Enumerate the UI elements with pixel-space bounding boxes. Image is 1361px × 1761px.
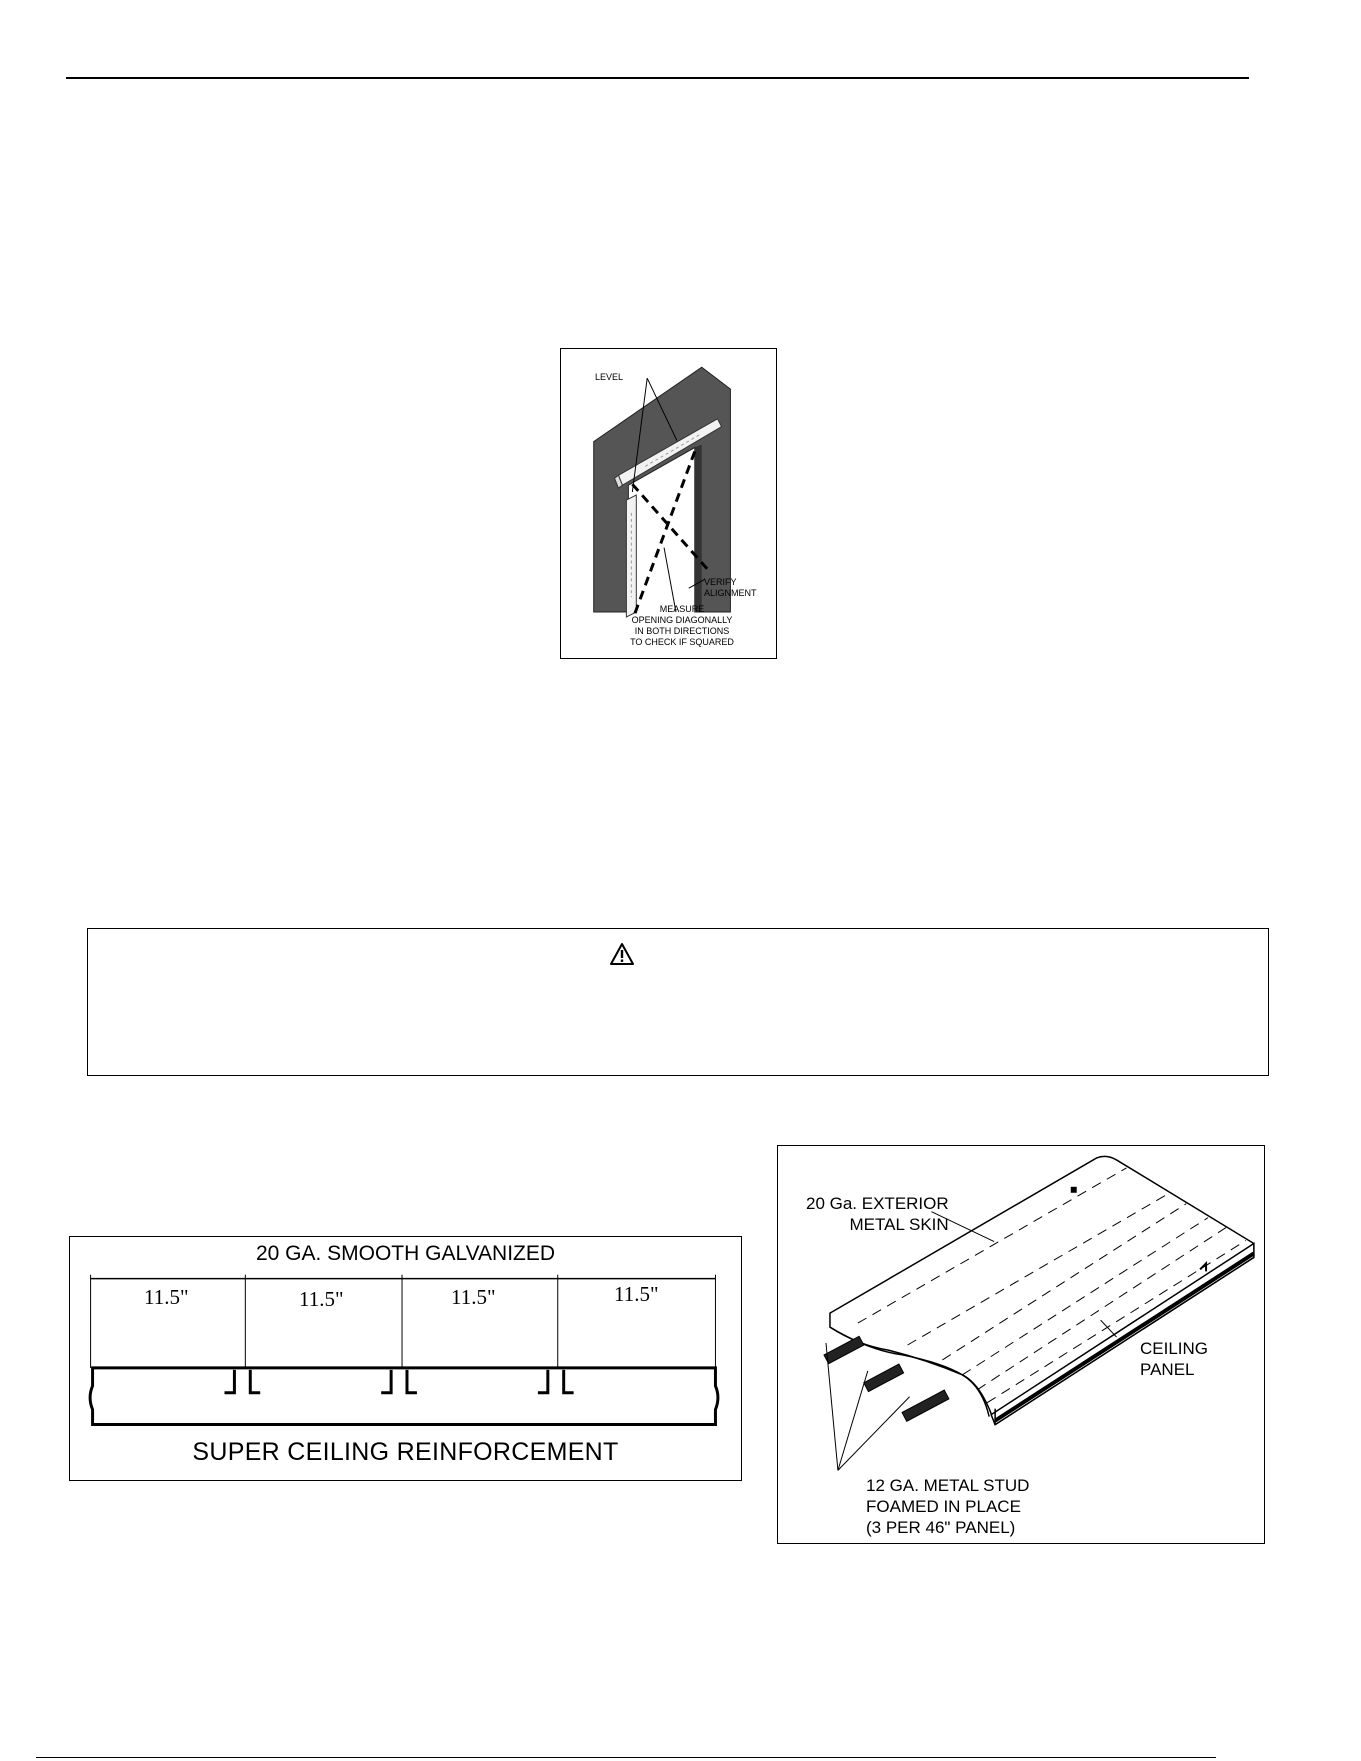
measure-opening-label: MEASURE OPENING DIAGONALLY IN BOTH DIRECTIONS TO CHECK IF SQUARED — [630, 604, 734, 647]
verify-alignment-label: VERIFY ALIGNMENT — [704, 577, 757, 598]
dimension-label: 11.5" — [299, 1287, 344, 1311]
dimension-label: 11.5" — [451, 1285, 496, 1309]
metal-stud-label: 12 GA. METAL STUD FOAMED IN PLACE (3 PER 46" PANEL) — [866, 1476, 1030, 1537]
door-frame-figure — [560, 348, 777, 659]
ceiling-panel-label: CEILING PANEL — [1140, 1339, 1209, 1379]
reinforcement-title: 20 GA. SMOOTH GALVANIZED — [255, 1242, 556, 1265]
header-rule — [66, 77, 1249, 79]
exterior-skin-label: 20 Ga. EXTERIOR METAL SKIN — [806, 1194, 949, 1234]
ceiling-panel-figure — [777, 1145, 1265, 1544]
caution-box — [87, 928, 1269, 1076]
dimension-label: 11.5" — [144, 1285, 189, 1309]
level-label: LEVEL — [595, 372, 624, 382]
reinforcement-caption: SUPER CEILING REINFORCEMENT — [192, 1438, 619, 1466]
footer-rule — [36, 1757, 1216, 1758]
ceiling-reinforcement-figure — [69, 1236, 742, 1481]
dimension-label: 11.5" — [614, 1282, 659, 1306]
warning-triangle-icon — [609, 942, 635, 966]
